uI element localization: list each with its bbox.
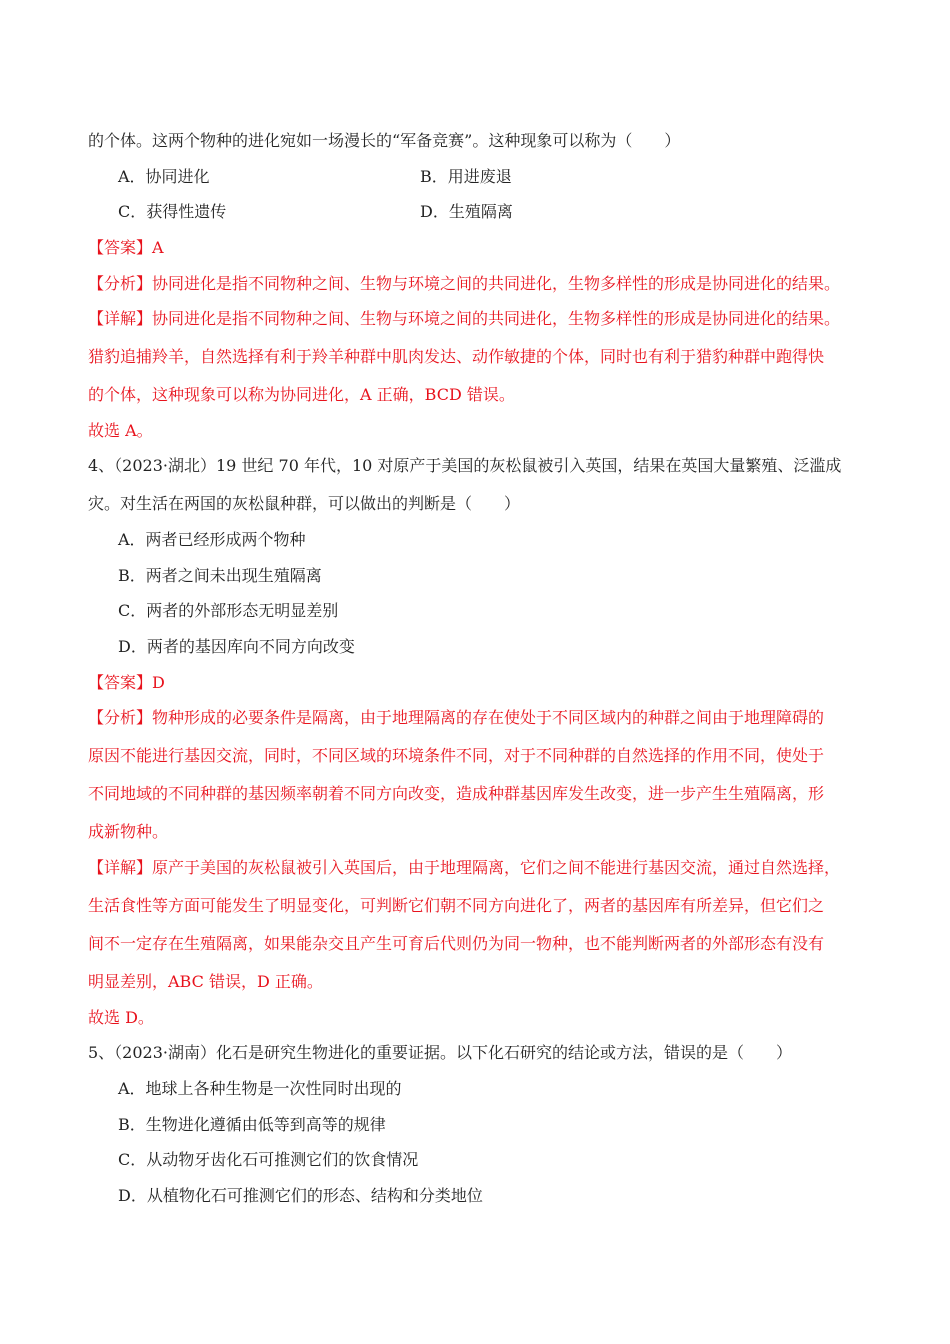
q3-detail-line-2: 猎豹追捕羚羊，自然选择有利于羚羊种群中肌肉发达、动作敏捷的个体，同时也有利于猎豹种群中跑得快 [88, 347, 825, 366]
q3-detail-line-3: 的个体，这种现象可以称为协同进化，A 正确，BCD 错误。 [88, 385, 515, 404]
q3-option-c: C．获得性遗传 [118, 202, 227, 221]
q3-option-b: B．用进废退 [420, 167, 512, 186]
q3-option-d: D．生殖隔离 [420, 202, 513, 221]
q4-detail-line-3: 间不一定存在生殖隔离，如果能杂交且产生可育后代则仍为同一物种，也不能判断两者的外部形态有没有 [88, 934, 825, 953]
q4-option-d: D．两者的基因库向不同方向改变 [118, 637, 355, 656]
q4-answer: 【答案】D [88, 673, 165, 692]
q4-detail-line-1: 【详解】原产于美国的灰松鼠被引入英国后，由于地理隔离，它们之间不能进行基因交流，通过自然选择， [88, 858, 841, 877]
q4-option-b: B．两者之间未出现生殖隔离 [118, 566, 322, 585]
q3-conclusion: 故选 A。 [88, 421, 153, 440]
q4-detail-line-2: 生活食性等方面可能发生了明显变化，可判断它们朝不同方向进化了，两者的基因库有所差异，但它们之 [88, 896, 825, 915]
q3-analysis: 【分析】协同进化是指不同物种之间、生物与环境之间的共同进化，生物多样性的形成是协同进化的结果。 [88, 274, 841, 293]
q3-stem-continued: 的个体。这两个物种的进化宛如一场漫长的“军备竞赛”。这种现象可以称为（ ） [88, 131, 681, 150]
q5-option-c: C．从动物牙齿化石可推测它们的饮食情况 [118, 1150, 419, 1169]
q5-option-b: B．生物进化遵循由低等到高等的规律 [118, 1115, 386, 1134]
q4-option-a: A．两者已经形成两个物种 [118, 530, 306, 549]
q4-stem-line-1: 4、（2023·湖北）19 世纪 70 年代，10 对原产于美国的灰松鼠被引入英国，结果在英国大量繁殖、泛滥成 [88, 456, 842, 475]
q4-option-c: C．两者的外部形态无明显差别 [118, 601, 339, 620]
q3-detail-line-1: 【详解】协同进化是指不同物种之间、生物与环境之间的共同进化，生物多样性的形成是协同进化的结果。 [88, 309, 841, 328]
q4-stem-line-2: 灾。对生活在两国的灰松鼠种群，可以做出的判断是（ ） [88, 494, 521, 513]
q5-stem: 5、（2023·湖南）化石是研究生物进化的重要证据。以下化石研究的结论或方法，错误的是（ ） [88, 1043, 792, 1062]
q3-option-a: A．协同进化 [118, 167, 210, 186]
q4-analysis-line-2: 原因不能进行基因交流，同时，不同区域的环境条件不同，对于不同种群的自然选择的作用不同，使处于 [88, 746, 825, 765]
q5-option-d: D．从植物化石可推测它们的形态、结构和分类地位 [118, 1186, 483, 1205]
q3-answer: 【答案】A [88, 238, 164, 257]
q4-analysis-line-3: 不同地域的不同种群的基因频率朝着不同方向改变，造成种群基因库发生改变，进一步产生生殖隔离，形 [88, 784, 825, 803]
q4-analysis-line-1: 【分析】物种形成的必要条件是隔离，由于地理隔离的存在使处于不同区域内的种群之间由于地理障碍的 [88, 708, 825, 727]
q4-analysis-line-4: 成新物种。 [88, 822, 169, 841]
q4-detail-line-4: 明显差别，ABC 错误，D 正确。 [88, 972, 323, 991]
q4-conclusion: 故选 D。 [88, 1008, 154, 1027]
q5-option-a: A．地球上各种生物是一次性同时出现的 [118, 1079, 402, 1098]
